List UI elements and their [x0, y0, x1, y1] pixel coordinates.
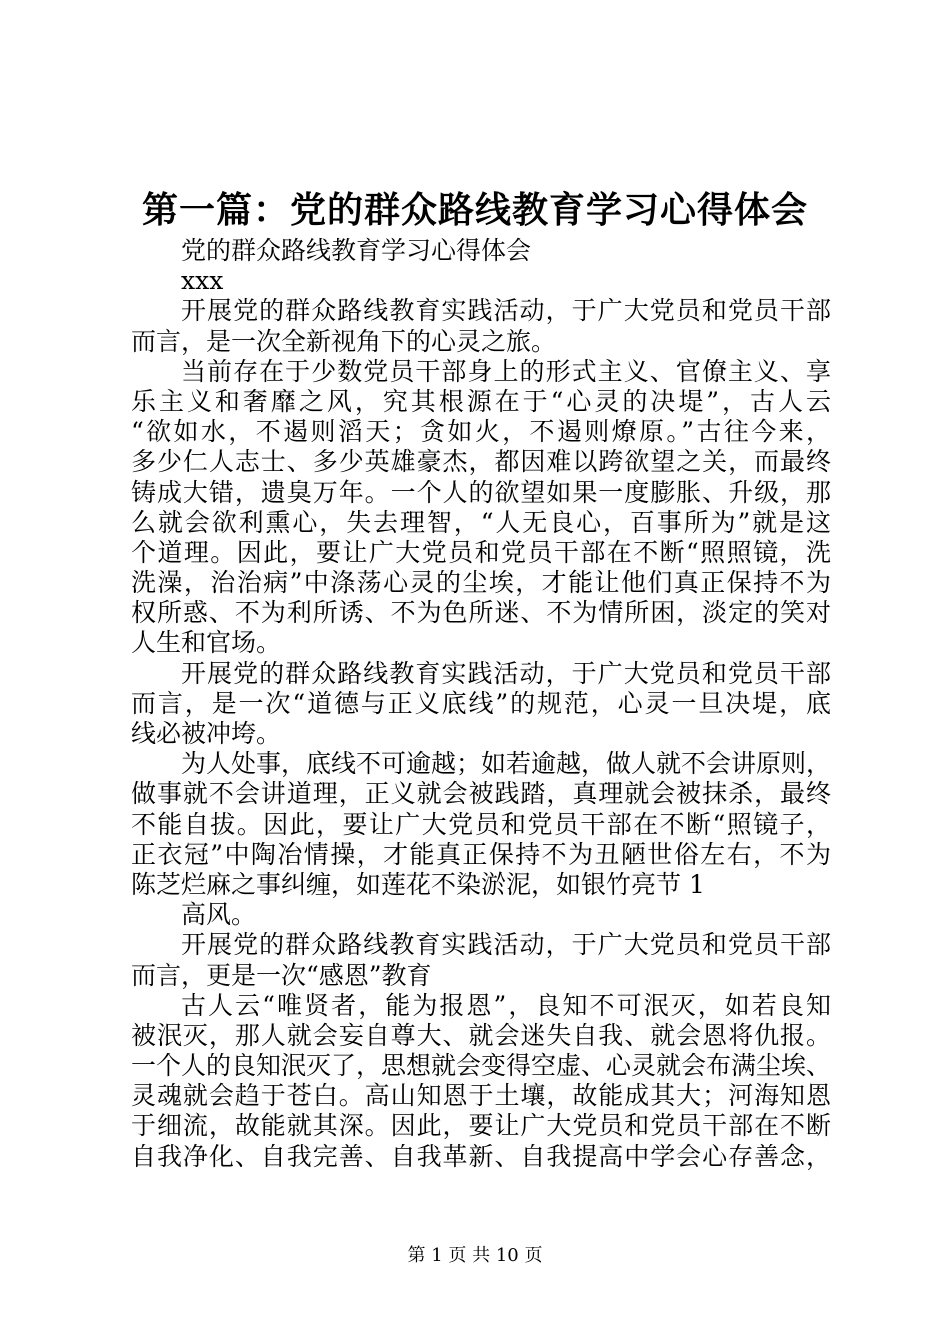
text-line: 为人处事，底线不可逾越；如若逾越，做人就不会讲原则，: [181, 749, 832, 779]
page-number-footer: 第 1 页 共 10 页: [407, 1245, 543, 1266]
text-line: 不能自拔。因此，要让广大党员和党员干部在不断“照镜子，: [131, 809, 831, 839]
text-line: 而言，是一次全新视角下的心灵之旅。: [131, 326, 557, 356]
text-line: 么就会欲利熏心，失去理智，“人无良心，百事所为”就是这: [131, 507, 831, 537]
text-line: “欲如水，不遏则滔天；贪如火，不遏则燎原。”古往今来，: [131, 417, 831, 447]
text-line: 高风。: [181, 900, 257, 930]
text-line: 被泯灭，那人就会妄自尊大、就会迷失自我、就会恩将仇报。: [131, 1020, 831, 1050]
text-line: 开展党的群众路线教育实践活动，于广大党员和党员干部: [181, 658, 831, 688]
text-line: 人生和官场。: [131, 628, 282, 658]
text-line: 做事就不会讲道理，正义就会被践踏，真理就会被抹杀，最终: [131, 779, 831, 809]
text-line: 线必被冲垮。: [131, 719, 282, 748]
text-line: 而言，更是一次“感恩”教育: [131, 960, 432, 990]
text-line: 于细流，故能就其深。因此，要让广大党员和党员干部在不断: [131, 1111, 831, 1141]
text-line: 古人云“唯贤者，能为报恩”，良知不可泯灭，如若良知: [181, 990, 831, 1020]
author-line: xxx: [181, 266, 224, 296]
text-line: 正衣冠”中陶冶情操，才能真正保持不为丑陋世俗左右，不为: [131, 839, 831, 869]
text-line: 铸成大错，遗臭万年。一个人的欲望如果一度膨胀、升级，那: [131, 477, 831, 507]
text-line: 洗澡，治治病”中涤荡心灵的尘埃，才能让他们真正保持不为: [131, 568, 831, 598]
document-body: [131, 236, 831, 1172]
text-line: 当前存在于少数党员干部身上的形式主义、官僚主义、享: [181, 356, 831, 386]
text-line: 自我净化、自我完善、自我革新、自我提高中学会心存善念，: [131, 1141, 831, 1171]
text-line: 权所惑、不为利所诱、不为色所迷、不为情所困，淡定的笑对: [131, 598, 831, 628]
document-title: 第一篇：党的群众路线教育学习心得体会: [141, 189, 808, 231]
text-line: 而言，是一次“道德与正义底线”的规范，心灵一旦决堤，底: [131, 688, 831, 718]
text-line: 多少仁人志士、多少英雄豪杰，都因难以跨欲望之关，而最终: [131, 447, 831, 477]
text-line: 灵魂就会趋于苍白。高山知恩于土壤，故能成其大；河海知恩: [131, 1081, 831, 1111]
text-line: 开展党的群众路线教育实践活动，于广大党员和党员干部: [181, 296, 831, 326]
text-line: 乐主义和奢靡之风，究其根源在于“心灵的决堤”，古人云: [131, 386, 831, 416]
text-line: 一个人的良知泯灭了，思想就会变得空虚、心灵就会布满尘埃、: [131, 1051, 832, 1081]
text-line: 个道理。因此，要让广大党员和党员干部在不断“照照镜，洗: [131, 537, 831, 567]
subtitle-line: 党的群众路线教育学习心得体会: [181, 236, 532, 265]
text-line: 开展党的群众路线教育实践活动，于广大党员和党员干部: [181, 930, 831, 960]
text-line: 陈芝烂麻之事纠缠，如莲花不染淤泥，如银竹亮节 1: [131, 869, 705, 899]
